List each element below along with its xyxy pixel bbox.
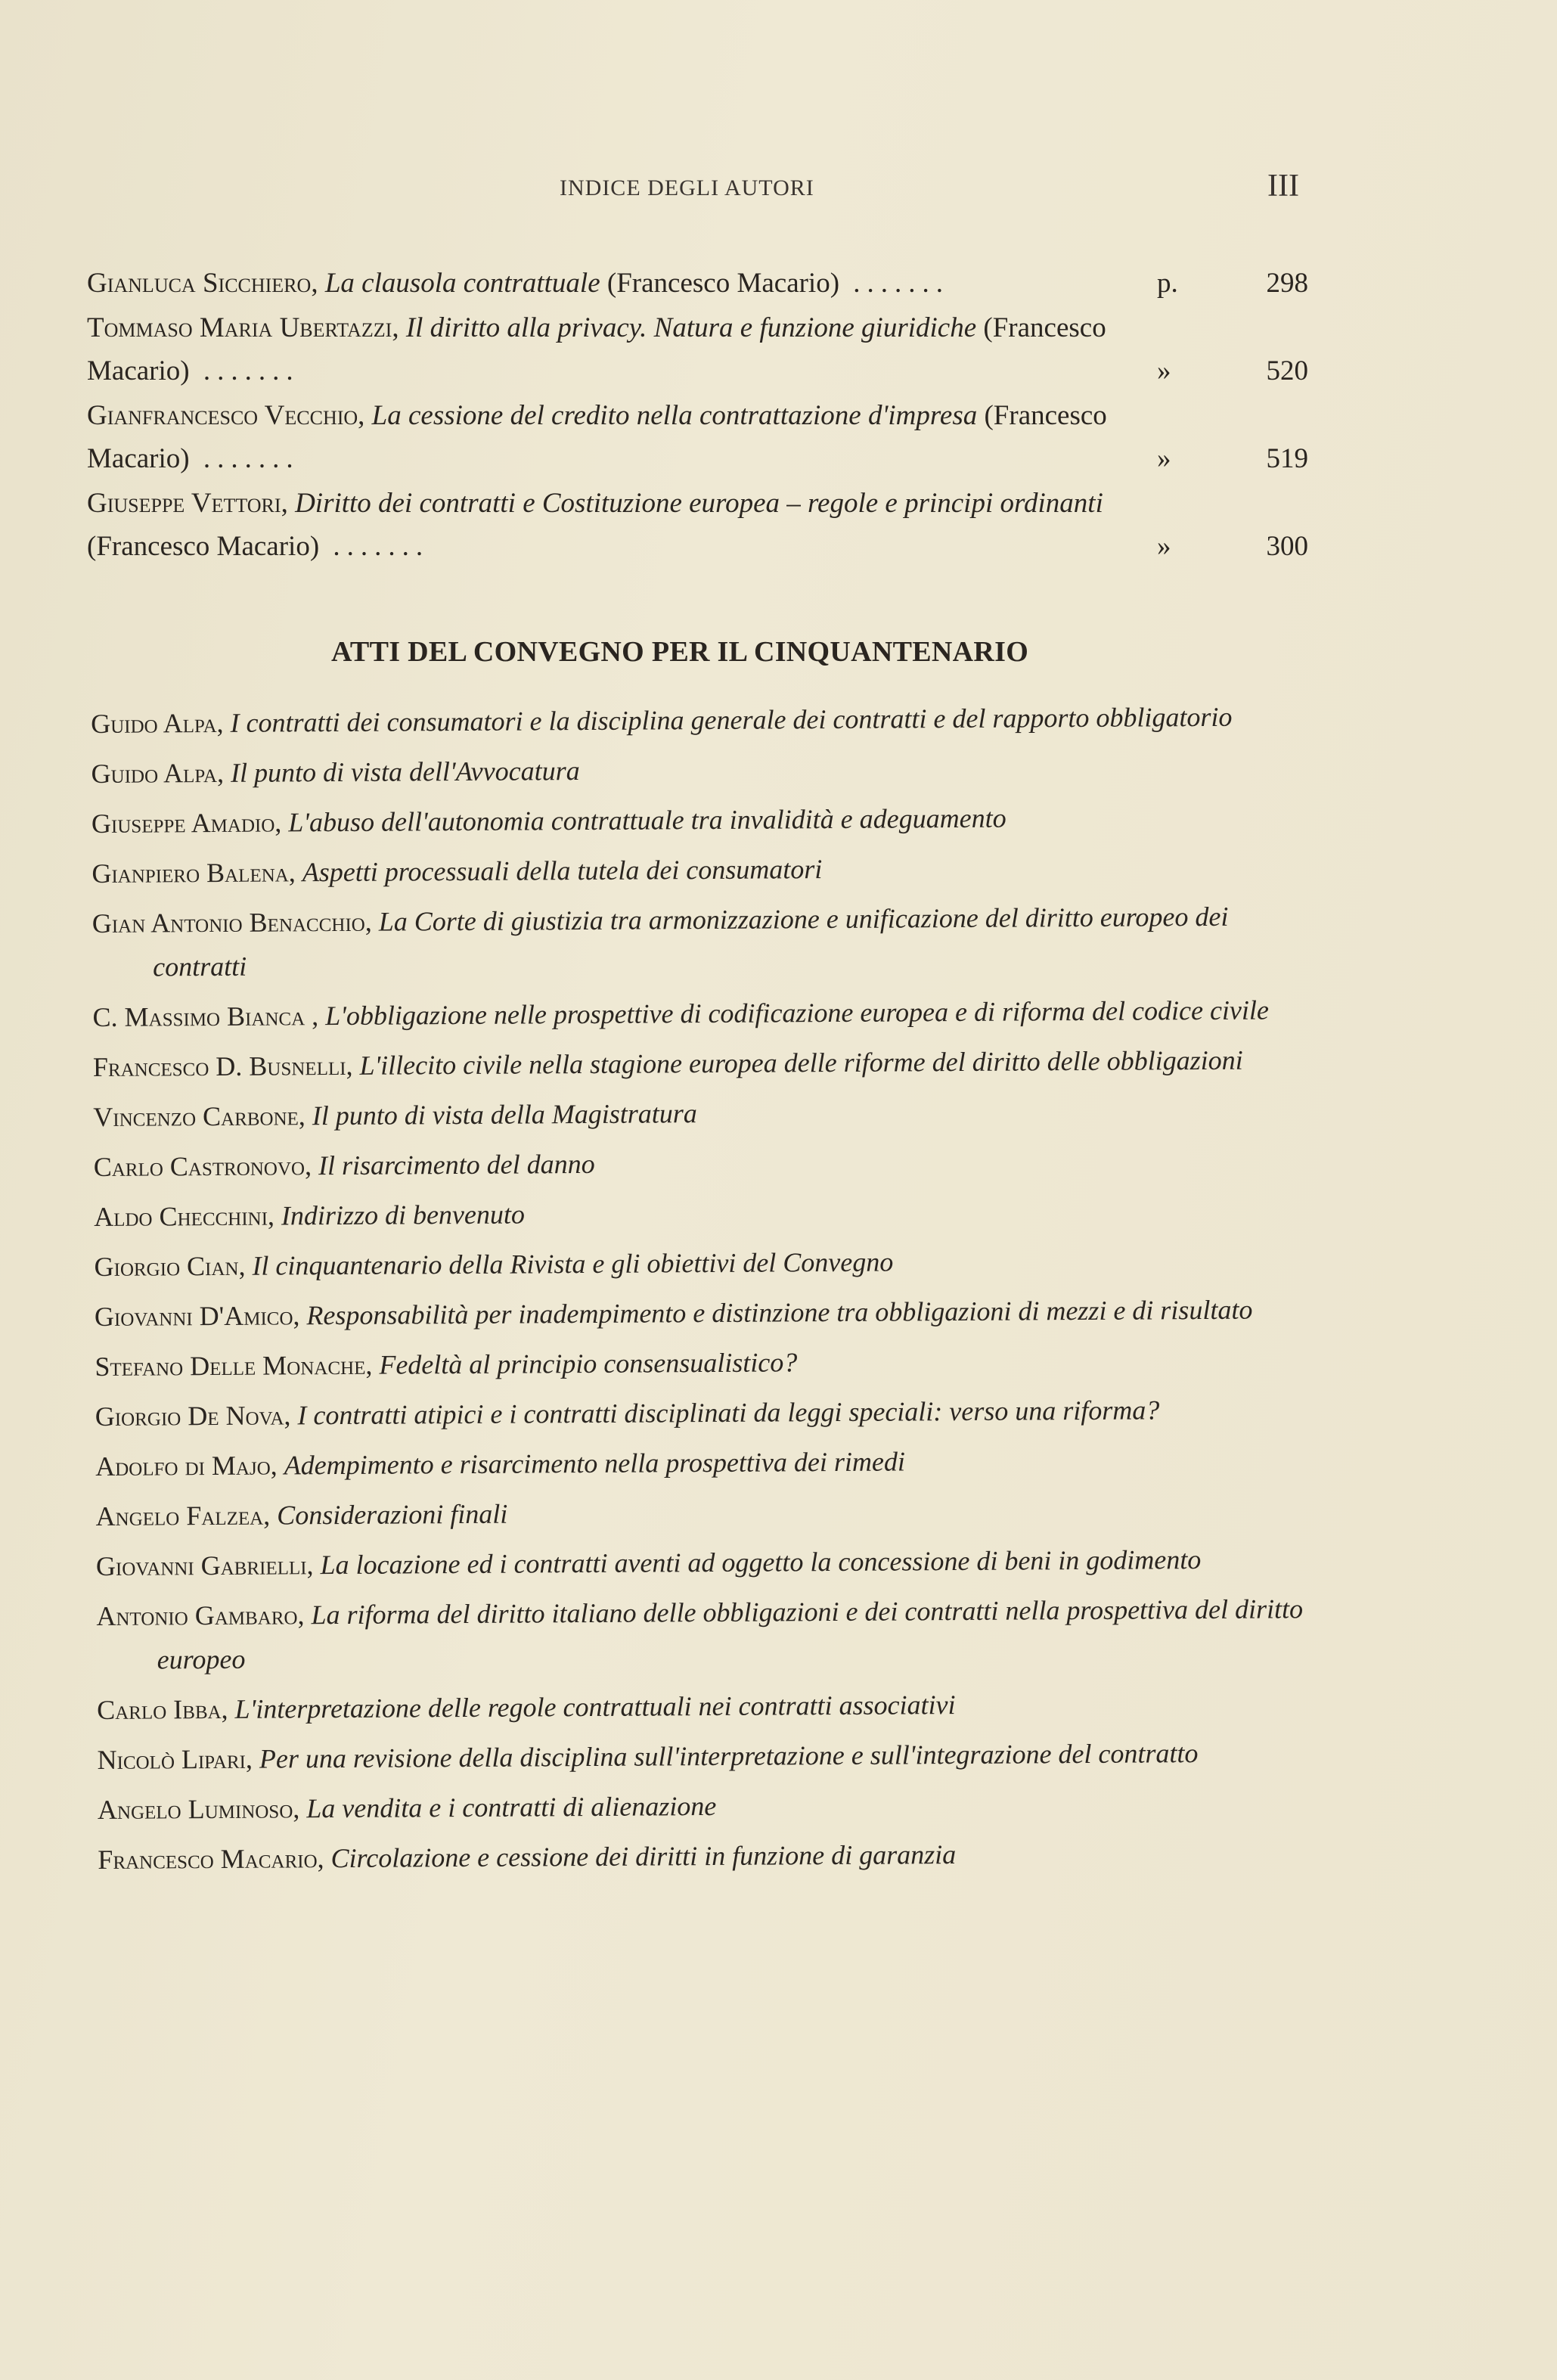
author-name: Carlo Ibba [97,1693,222,1725]
author-name: Guido Alpa [91,707,217,739]
page-prefix: » [1157,531,1171,562]
running-head: INDICE DEGLI AUTORI [560,175,814,200]
author-name: Gianpiero Balena [91,857,289,889]
author-name: Giorgio De Nova [95,1400,284,1432]
proceeding-entry: Gianpiero Balena, Aspetti processuali della tutela dei consumatori [91,854,823,889]
proceeding-entry: Vincenzo Carbone, Il punto di vista della Magistratura [93,1098,697,1132]
reviewer: (Francesco Macario) [87,400,1107,474]
work-title: Diritto dei contratti e Costituzione europea – regole e principi ordinanti [295,488,1103,519]
author-name: Giuseppe Vettori [87,488,281,519]
review-text: Gianluca Sicchiero, La clausola contrattuale (Francesco Macario) ....... [87,268,951,299]
reviewer: (Francesco Macario) [87,312,1106,386]
work-title: La locazione ed i contratti aventi ad oggetto la concessione di beni in godimento [320,1544,1202,1581]
author-name: Gianluca Sicchiero [87,268,312,299]
author-name: Giorgio Cian [94,1250,239,1282]
author-name: Gian Antonio Benacchio [91,906,365,939]
author-name: Gianfrancesco Vecchio [87,400,358,431]
dot-leader: ....... [189,443,300,474]
work-title: Indirizzo di benvenuto [281,1199,526,1231]
dot-leader: ....... [319,531,430,562]
page-prefix: » [1157,355,1171,386]
work-title: Il cinquantenario della Rivista e gli obiettivi del Convegno [252,1246,894,1281]
review-text: Tommaso Maria Ubertazzi, Il diritto alla privacy. Natura e funzione giuridiche (Francesco Macario) ....... [87,312,1106,386]
work-title: La cessione del credito nella contrattazione d'impresa [371,400,978,431]
author-name: Angelo Luminoso [97,1793,293,1825]
work-title: I contratti dei consumatori e la disciplina generale dei contratti e del rapporto obbligatorio [230,701,1233,738]
proceeding-entry: Antonio Gambaro, La riforma del diritto italiano delle obbligazioni e dei contratti nella prospettiva del diritto europeo [96,1593,1304,1675]
review-text: Giuseppe Vettori, Diritto dei contratti e Costituzione europea – regole e principi ordinanti (Francesco Macario) ....... [87,488,1103,562]
proceeding-entry: Carlo Castronovo, Il risarcimento del danno [93,1148,595,1182]
author-name: Giovanni Gabrielli [95,1550,307,1581]
work-title: La riforma del diritto italiano delle obbligazioni e dei contratti nella prospettiva del diritto europeo [157,1593,1304,1675]
work-title: L'abuso dell'autonomia contrattuale tra invalidità e adeguamento [288,802,1006,838]
work-title: La vendita e i contratti di alienazione [306,1790,717,1824]
work-title: Considerazioni finali [277,1498,508,1531]
work-title: Adempimento e risarcimento nella prospettiva dei rimedi [284,1446,906,1481]
page-value: 520 [1266,355,1308,386]
proceeding-entry: Angelo Falzea, Considerazioni finali [95,1498,508,1531]
author-name: Giuseppe Amadio [91,807,275,839]
proceeding-entry: Nicolò Lipari, Per una revisione della disciplina sull'interpretazione e sull'integrazione del contratto [97,1738,1199,1775]
reviews-list [87,262,1308,569]
proceeding-entry: Adolfo di Majo, Adempimento e risarcimento nella prospettiva dei rimedi [95,1446,906,1482]
proceeding-entry: Stefano Delle Monache, Fedeltà al principio consensualistico? [95,1347,798,1382]
author-name: Carlo Castronovo [93,1150,306,1182]
page-ref [1157,525,1308,568]
page-prefix: p. [1157,268,1178,299]
proceeding-entry: Angelo Luminoso, La vendita e i contratti di alienazione [97,1790,717,1825]
reviewer: (Francesco Macario) [606,268,840,299]
author-name: Angelo Falzea [95,1500,264,1531]
review-entry [87,482,1308,568]
page-value: 300 [1266,531,1308,562]
review-text: Gianfrancesco Vecchio, La cessione del credito nella contrattazione d'impresa (Francesco Macario) ....... [87,400,1107,474]
work-title: Fedeltà al principio consensualistico? [379,1347,798,1380]
proceeding-entry: Aldo Checchini, Indirizzo di benvenuto [94,1199,526,1232]
dot-leader: ....... [189,355,300,386]
author-name: Aldo Checchini [94,1200,268,1232]
page-ref [1157,437,1308,480]
author-name: Nicolò Lipari [97,1743,247,1775]
work-title: L'interpretazione delle regole contrattuali nei contratti associativi [234,1690,956,1724]
work-title: Per una revisione della disciplina sull'interpretazione e sull'integrazione del contratto [259,1738,1199,1774]
work-title: La clausola contrattuale [324,268,600,299]
review-entry [87,394,1308,480]
proceeding-entry: Carlo Ibba, L'interpretazione delle regole contrattuali nei contratti associativi [97,1690,956,1725]
work-title: Il punto di vista dell'Avvocatura [230,756,580,788]
proceeding-entry: Gian Antonio Benacchio, La Corte di giustizia tra armonizzazione e unificazione del diritto europeo dei contratti [91,901,1229,982]
proceeding-entry: Guido Alpa, Il punto di vista dell'Avvocatura [91,756,580,789]
page-number: III [1267,169,1299,203]
page-value: 519 [1266,443,1308,474]
proceeding-entry: Francesco D. Busnelli, L'illecito civile nella stagione europea delle riforme del diritto delle obbligazioni [92,1044,1243,1082]
work-title: La Corte di giustizia tra armonizzazione e unificazione del diritto europeo dei contratti [153,901,1229,982]
proceeding-entry: Giovanni Gabrielli, La locazione ed i contratti aventi ad oggetto la concessione di beni in godimento [95,1544,1202,1581]
author-name: Adolfo di Majo [95,1450,271,1482]
proceeding-entry: Giorgio De Nova, I contratti atipici e i contratti disciplinati da leggi speciali: verso una riforma? [95,1395,1160,1432]
author-name: Francesco Macario [98,1843,318,1875]
author-name: Tommaso Maria Ubertazzi [87,312,392,343]
page-prefix: » [1157,443,1171,474]
dot-leader: ....... [839,268,951,299]
work-title: Aspetti processuali della tutela dei consumatori [302,854,823,888]
proceeding-entry: Guido Alpa, I contratti dei consumatori e la disciplina generale dei contratti e del rapporto obbligatorio [91,701,1233,739]
work-title: L'illecito civile nella stagione europea delle riforme del diritto delle obbligazioni [359,1044,1243,1081]
proceeding-entry: Giorgio Cian, Il cinquantenario della Rivista e gli obiettivi del Convegno [94,1246,894,1282]
proceeding-entry: C. Massimo Bianca , L'obbligazione nelle prospettive di codificazione europea e di riforma del codice civile [92,995,1270,1032]
work-title: I contratti atipici e i contratti disciplinati da leggi speciali: verso una riforma? [297,1395,1160,1431]
author-name: C. Massimo Bianca [92,1001,312,1032]
proceeding-entry: Giuseppe Amadio, L'abuso dell'autonomia contrattuale tra invalidità e adeguamento [91,802,1006,839]
section-title: ATTI DEL CONVEGNO PER IL CINQUANTENARIO [331,636,1029,668]
work-title: L'obbligazione nelle prospettive di codificazione europea e di riforma del codice civile [325,995,1270,1032]
work-title: Il diritto alla privacy. Natura e funzione giuridiche [405,312,977,343]
page-ref [1157,349,1308,393]
review-entry [87,262,1308,305]
author-name: Vincenzo Carbone [93,1100,299,1132]
author-name: Giovanni D'Amico [94,1300,293,1332]
author-name: Stefano Delle Monache [95,1349,366,1382]
proceedings-list [91,694,1327,1888]
author-name: Francesco D. Busnelli [92,1050,346,1082]
work-title: Il punto di vista della Magistratura [312,1098,697,1131]
work-title: Circolazione e cessione dei diritti in funzione di garanzia [330,1839,957,1874]
review-entry [87,306,1308,393]
proceeding-entry: Giovanni D'Amico, Responsabilità per inadempimento e distinzione tra obbligazioni di mezzi e di risultato [94,1294,1253,1332]
proceeding-entry: Francesco Macario, Circolazione e cessione dei diritti in funzione di garanzia [98,1839,957,1875]
page-ref [1157,262,1308,305]
page-value: 298 [1266,268,1308,299]
author-name: Guido Alpa [91,757,218,789]
work-title: Il risarcimento del danno [318,1148,595,1181]
author-name: Antonio Gambaro [96,1600,298,1631]
reviewer: (Francesco Macario) [87,531,320,562]
work-title: Responsabilità per inadempimento e distinzione tra obbligazioni di mezzi e di risultato [306,1294,1253,1331]
